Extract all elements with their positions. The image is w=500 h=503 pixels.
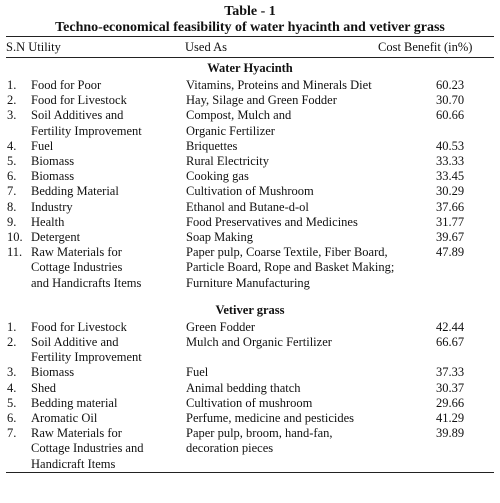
row-number: 3.: [7, 365, 17, 380]
row-number: 6.: [7, 169, 17, 184]
row-number: 1.: [7, 319, 17, 334]
row-used-as: Fuel: [186, 365, 209, 380]
row-cost-benefit: 47.89: [436, 245, 465, 260]
row-cost-benefit: 37.33: [436, 365, 465, 380]
header-cost-benefit: Cost Benefit (in%): [378, 40, 473, 54]
row-used-as: Rural Electricity: [186, 154, 269, 169]
row-used-as: Green Fodder: [186, 319, 256, 334]
row-used-as: Cultivation of mushroom: [186, 395, 313, 410]
table-row: [6, 108, 494, 138]
table-row: [6, 230, 494, 245]
row-number: 7.: [7, 426, 17, 441]
row-used-as: Ethanol and Butane-d-ol: [186, 199, 309, 214]
row-cost-benefit: 37.66: [436, 199, 465, 214]
table-row: [6, 396, 494, 411]
row-used-as: Briquettes: [186, 138, 238, 153]
row-number: 7.: [7, 184, 17, 199]
row-utility: Raw Materials for Cottage Industries and Handicraft Items: [31, 426, 144, 471]
row-used-as: Paper pulp, Coarse Textile, Fiber Board, Particle Board, Rope and Basket Making; Furniture Manufacturing: [186, 245, 395, 290]
header-used-as: Used As: [185, 40, 228, 54]
section-title: Water Hyacinth: [207, 61, 293, 75]
row-utility: Shed: [31, 380, 56, 395]
row-used-as: Food Preservatives and Medicines: [186, 214, 358, 229]
table-row: [6, 169, 494, 184]
row-number: 10.: [7, 230, 23, 245]
table-row: [6, 139, 494, 154]
section-title: Vetiver grass: [215, 302, 285, 317]
row-number: 5.: [7, 395, 17, 410]
row-number: 2.: [7, 335, 17, 350]
row-utility: Food for Livestock: [31, 319, 127, 334]
row-cost-benefit: 41.29: [436, 411, 465, 426]
row-utility: Biomass: [31, 365, 75, 380]
table-caption-title: Techno-economical feasibility of water hyacinth and vetiver grass: [55, 20, 445, 35]
row-used-as: Perfume, medicine and pesticides: [186, 411, 354, 426]
row-cost-benefit: 60.66: [436, 108, 465, 123]
table-row: [6, 93, 494, 108]
table-row: [6, 411, 494, 426]
row-cost-benefit: 42.44: [436, 319, 465, 334]
row-utility: Bedding material: [31, 395, 118, 410]
row-utility: Industry: [31, 199, 73, 214]
row-used-as: Paper pulp, broom, hand-fan, decoration pieces: [186, 426, 333, 456]
row-cost-benefit: 39.89: [436, 426, 465, 441]
row-cost-benefit: 60.23: [436, 78, 465, 92]
row-utility: Detergent: [31, 230, 81, 245]
row-utility: Fuel: [31, 138, 54, 153]
table-row: [6, 200, 494, 215]
row-used-as: Compost, Mulch and Organic Fertilizer: [186, 108, 292, 138]
row-used-as: Animal bedding thatch: [186, 380, 301, 395]
row-number: 2.: [7, 93, 17, 108]
table-row: [6, 78, 494, 93]
row-utility: Soil Additive and Fertility Improvement: [31, 335, 142, 365]
row-used-as: Mulch and Organic Fertilizer: [186, 335, 332, 350]
table-row: [6, 335, 494, 365]
row-cost-benefit: 30.29: [436, 184, 465, 199]
row-used-as: Hay, Silage and Green Fodder: [186, 93, 337, 108]
table-row: [6, 426, 494, 472]
row-cost-benefit: 30.37: [436, 380, 465, 395]
table-row: [6, 365, 494, 380]
row-cost-benefit: 39.67: [436, 230, 465, 245]
row-utility: Raw Materials for Cottage Industries and Handicrafts Items: [31, 245, 142, 290]
row-utility: Bedding Material: [31, 184, 119, 199]
row-number: 11.: [7, 245, 23, 260]
row-number: 3.: [7, 108, 17, 123]
row-used-as: Vitamins, Proteins and Minerals Diet: [186, 78, 372, 92]
row-cost-benefit: 30.70: [436, 93, 465, 108]
header-sn-utility: S.N Utility: [6, 40, 61, 54]
row-number: 5.: [7, 154, 17, 169]
row-cost-benefit: 33.45: [436, 169, 465, 184]
row-cost-benefit: 33.33: [436, 154, 465, 169]
row-utility: Aromatic Oil: [31, 411, 98, 426]
row-number: 4.: [7, 380, 17, 395]
table-caption-number: Table - 1: [224, 4, 276, 19]
row-number: 4.: [7, 138, 17, 153]
row-cost-benefit: 66.67: [436, 335, 465, 350]
row-utility: Biomass: [31, 154, 75, 169]
row-utility: Health: [31, 214, 65, 229]
table-header-row: [6, 37, 494, 57]
row-utility: Biomass: [31, 169, 75, 184]
row-utility: Food for Poor: [31, 78, 102, 92]
row-number: 9.: [7, 214, 17, 229]
row-used-as: Soap Making: [186, 230, 254, 245]
table-row: [6, 320, 494, 335]
row-number: 6.: [7, 411, 17, 426]
table-body: [6, 58, 494, 472]
row-utility: Food for Livestock: [31, 93, 127, 108]
section-gap: [6, 291, 494, 300]
row-cost-benefit: 29.66: [436, 395, 465, 410]
row-number: 8.: [7, 199, 17, 214]
row-used-as: Cooking gas: [186, 169, 249, 184]
table-row: [6, 245, 494, 291]
bottom-rule: [6, 472, 494, 473]
row-cost-benefit: 40.53: [436, 138, 465, 153]
table-row: [6, 381, 494, 396]
row-utility: Soil Additives and Fertility Improvement: [31, 108, 142, 138]
table-row: [6, 184, 494, 199]
row-used-as: Cultivation of Mushroom: [186, 184, 314, 199]
row-cost-benefit: 31.77: [436, 214, 465, 229]
table-row: [6, 215, 494, 230]
table-row: [6, 154, 494, 169]
row-number: 1.: [7, 78, 17, 92]
